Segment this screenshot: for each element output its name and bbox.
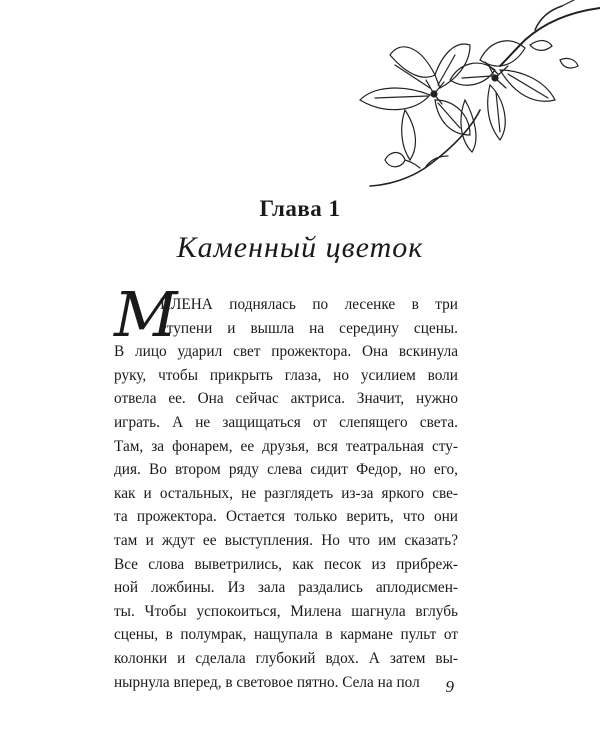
text-line: там и ждут ее выступления. Но что им сказать? <box>114 531 458 549</box>
text-line: ты. Чтобы успокоиться, Милена шагнула вглубь <box>114 602 458 620</box>
text-line: дия. Во втором ряду слева сидит Федор, но его, <box>114 461 458 479</box>
text-line: руку, чтобы прикрыть глаза, но усилием воли <box>114 366 458 384</box>
text-line: та прожектора. Остается только верить, что они <box>114 508 458 526</box>
page-number: 9 <box>445 677 454 696</box>
text-line: как и остальных, не разглядеть из-за яркого све- <box>114 484 458 502</box>
text-line: играть. А не защищаться от слепящего света. <box>114 413 458 431</box>
text-line: ИЛЕНА поднялась по лесенке в три <box>160 296 458 313</box>
text-line: ступени и вышла на середину сцены. <box>160 319 458 337</box>
text-line: отвела ее. Она сейчас актриса. Значит, нужно <box>114 390 458 408</box>
text-line: ной ложбины. Из зала раздались аплодисмен- <box>114 579 458 597</box>
body-text <box>114 293 458 694</box>
text-line: Там, за фонарем, ее друзья, вся театральная сту- <box>114 437 458 455</box>
text-line: сцены, в полумрак, нащупала в кармане пульт от <box>114 626 458 644</box>
chapter-title: Каменный цветок <box>176 231 424 264</box>
text-line: колонки и сделала глубокий вдох. А затем вы- <box>114 649 458 667</box>
drop-cap: М <box>114 278 178 351</box>
chapter-number: Глава 1 <box>259 196 341 221</box>
magnolia-illustration <box>330 0 600 195</box>
text-line: Все слова выветрились, как песок из прибреж- <box>114 555 458 573</box>
text-line: нырнула вперед, в световое пятно. Села на пол <box>114 673 420 691</box>
text-line: В лицо ударил свет прожектора. Она вскинула <box>114 343 458 361</box>
